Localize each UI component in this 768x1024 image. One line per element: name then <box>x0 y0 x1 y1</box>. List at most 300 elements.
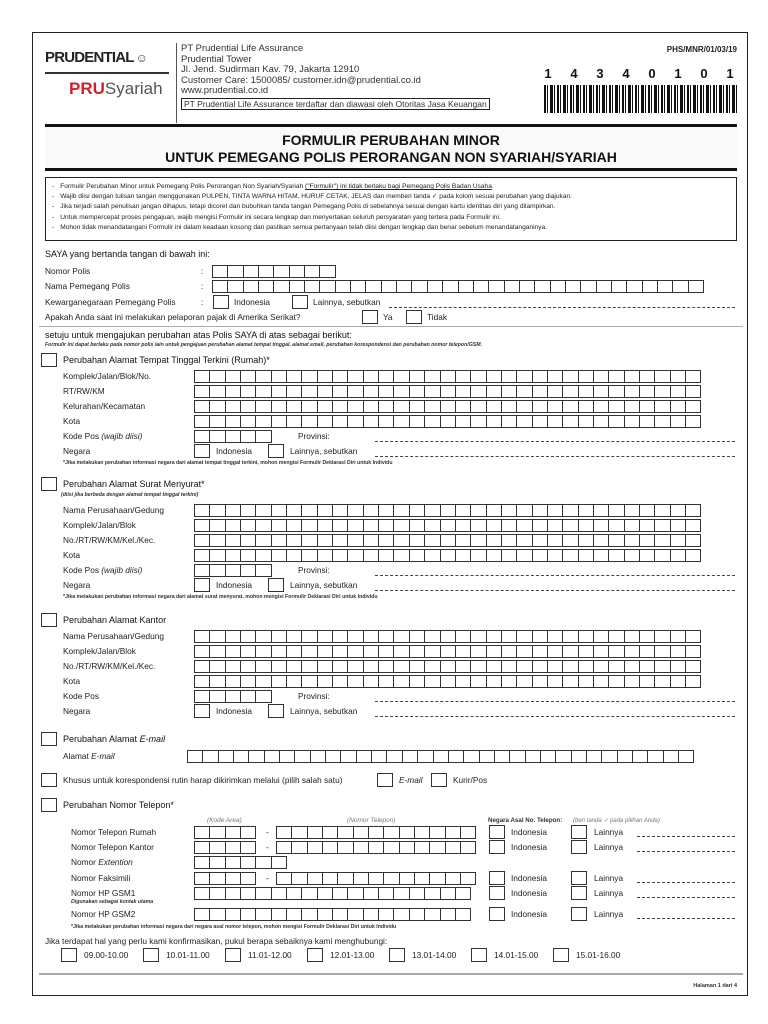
office-phone-number-input[interactable] <box>276 841 475 854</box>
letter-box[interactable] <box>317 630 333 643</box>
letter-box[interactable] <box>209 385 225 398</box>
letter-box[interactable] <box>291 841 307 854</box>
letter-box[interactable] <box>593 519 609 532</box>
time-slot[interactable] <box>143 948 225 962</box>
letter-box[interactable] <box>340 750 356 763</box>
letter-box[interactable] <box>624 660 640 673</box>
letter-box[interactable] <box>409 519 425 532</box>
letter-box[interactable] <box>304 280 320 293</box>
letter-box[interactable] <box>639 675 655 688</box>
letter-box[interactable] <box>304 265 320 278</box>
home-postcode-input[interactable] <box>194 430 271 443</box>
letter-box[interactable] <box>470 534 486 547</box>
letter-box[interactable] <box>194 690 210 703</box>
letter-box[interactable] <box>424 630 440 643</box>
letter-box[interactable] <box>317 549 333 562</box>
letter-box[interactable] <box>516 645 532 658</box>
letter-box[interactable] <box>286 675 302 688</box>
letter-box[interactable] <box>240 534 256 547</box>
letter-box[interactable] <box>501 534 517 547</box>
letter-box[interactable] <box>378 400 394 413</box>
letter-box[interactable] <box>688 280 704 293</box>
letter-box[interactable] <box>255 564 271 577</box>
letter-box[interactable] <box>593 415 609 428</box>
letter-box[interactable] <box>225 690 241 703</box>
letter-box[interactable] <box>347 534 363 547</box>
letter-box[interactable] <box>363 645 379 658</box>
letter-box[interactable] <box>409 504 425 517</box>
letter-box[interactable] <box>225 630 241 643</box>
letter-box[interactable] <box>562 370 578 383</box>
letter-box[interactable] <box>532 385 548 398</box>
letter-box[interactable] <box>255 630 271 643</box>
letter-box[interactable] <box>657 280 673 293</box>
letter-box[interactable] <box>424 549 440 562</box>
letter-box[interactable] <box>301 660 317 673</box>
letter-box[interactable] <box>685 675 701 688</box>
letter-box[interactable] <box>347 675 363 688</box>
home-rtrw-input[interactable] <box>194 385 700 398</box>
letter-box[interactable] <box>550 280 566 293</box>
letter-box[interactable] <box>409 415 425 428</box>
letter-box[interactable] <box>486 549 502 562</box>
letter-box[interactable] <box>317 887 333 900</box>
letter-box[interactable] <box>442 280 458 293</box>
letter-box[interactable] <box>240 826 256 839</box>
letter-box[interactable] <box>194 519 210 532</box>
letter-box[interactable] <box>440 549 456 562</box>
letter-box[interactable] <box>378 675 394 688</box>
letter-box[interactable] <box>562 630 578 643</box>
letter-box[interactable] <box>286 630 302 643</box>
letter-box[interactable] <box>194 887 210 900</box>
letter-box[interactable] <box>209 645 225 658</box>
letter-box[interactable] <box>654 549 670 562</box>
letter-box[interactable] <box>240 675 256 688</box>
letter-box[interactable] <box>440 630 456 643</box>
letter-box[interactable] <box>332 549 348 562</box>
email-change-checkbox[interactable] <box>41 732 57 746</box>
letter-box[interactable] <box>307 841 323 854</box>
letter-box[interactable] <box>685 519 701 532</box>
letter-box[interactable] <box>233 750 249 763</box>
letter-box[interactable] <box>516 534 532 547</box>
letter-box[interactable] <box>194 549 210 562</box>
letter-box[interactable] <box>194 841 210 854</box>
letter-box[interactable] <box>440 887 456 900</box>
letter-box[interactable] <box>417 750 433 763</box>
letter-box[interactable] <box>209 660 225 673</box>
letter-box[interactable] <box>243 280 259 293</box>
letter-box[interactable] <box>593 630 609 643</box>
letter-box[interactable] <box>317 519 333 532</box>
letter-box[interactable] <box>393 549 409 562</box>
us-tax-no-checkbox[interactable] <box>406 310 422 324</box>
letter-box[interactable] <box>532 645 548 658</box>
letter-box[interactable] <box>286 415 302 428</box>
letter-box[interactable] <box>639 549 655 562</box>
letter-box[interactable] <box>225 908 241 921</box>
letter-box[interactable] <box>504 280 520 293</box>
letter-box[interactable] <box>414 826 430 839</box>
letter-box[interactable] <box>368 826 384 839</box>
letter-box[interactable] <box>486 630 502 643</box>
letter-box[interactable] <box>532 630 548 643</box>
letter-box[interactable] <box>562 519 578 532</box>
letter-box[interactable] <box>578 549 594 562</box>
letter-box[interactable] <box>317 385 333 398</box>
letter-box[interactable] <box>670 534 686 547</box>
policy-number-input[interactable] <box>212 265 335 278</box>
letter-box[interactable] <box>347 549 363 562</box>
letter-box[interactable] <box>685 385 701 398</box>
letter-box[interactable] <box>368 872 384 885</box>
letter-box[interactable] <box>479 750 495 763</box>
letter-box[interactable] <box>685 370 701 383</box>
letter-box[interactable] <box>608 519 624 532</box>
letter-box[interactable] <box>383 872 399 885</box>
mail-country-other-checkbox[interactable] <box>268 578 284 592</box>
letter-box[interactable] <box>286 385 302 398</box>
letter-box[interactable] <box>593 385 609 398</box>
letter-box[interactable] <box>240 430 256 443</box>
letter-box[interactable] <box>562 385 578 398</box>
letter-box[interactable] <box>393 908 409 921</box>
letter-box[interactable] <box>225 534 241 547</box>
letter-box[interactable] <box>294 750 310 763</box>
letter-box[interactable] <box>455 400 471 413</box>
letter-box[interactable] <box>194 430 210 443</box>
letter-box[interactable] <box>194 630 210 643</box>
letter-box[interactable] <box>424 887 440 900</box>
letter-box[interactable] <box>240 385 256 398</box>
letter-box[interactable] <box>608 549 624 562</box>
letter-box[interactable] <box>402 750 418 763</box>
letter-box[interactable] <box>501 549 517 562</box>
letter-box[interactable] <box>670 630 686 643</box>
letter-box[interactable] <box>347 887 363 900</box>
letter-box[interactable] <box>516 504 532 517</box>
mail-rtrw-input[interactable] <box>194 534 700 547</box>
letter-box[interactable] <box>571 750 587 763</box>
letter-box[interactable] <box>455 908 471 921</box>
office-phone-other-input[interactable] <box>637 851 735 852</box>
letter-box[interactable] <box>286 400 302 413</box>
letter-box[interactable] <box>532 534 548 547</box>
letter-box[interactable] <box>411 280 427 293</box>
letter-box[interactable] <box>271 519 287 532</box>
letter-box[interactable] <box>578 630 594 643</box>
letter-box[interactable] <box>562 549 578 562</box>
gsm1-input[interactable] <box>194 887 470 900</box>
letter-box[interactable] <box>532 370 548 383</box>
letter-box[interactable] <box>565 280 581 293</box>
letter-box[interactable] <box>187 750 203 763</box>
letter-box[interactable] <box>562 660 578 673</box>
letter-box[interactable] <box>332 415 348 428</box>
letter-box[interactable] <box>317 534 333 547</box>
letter-box[interactable] <box>463 750 479 763</box>
letter-box[interactable] <box>212 280 228 293</box>
letter-box[interactable] <box>286 504 302 517</box>
letter-box[interactable] <box>624 630 640 643</box>
letter-box[interactable] <box>212 265 228 278</box>
letter-box[interactable] <box>399 841 415 854</box>
letter-box[interactable] <box>332 519 348 532</box>
letter-box[interactable] <box>301 519 317 532</box>
letter-box[interactable] <box>225 564 241 577</box>
letter-box[interactable] <box>532 415 548 428</box>
letter-box[interactable] <box>685 534 701 547</box>
home-district-input[interactable] <box>194 400 700 413</box>
letter-box[interactable] <box>409 887 425 900</box>
letter-box[interactable] <box>378 660 394 673</box>
letter-box[interactable] <box>424 504 440 517</box>
letter-box[interactable] <box>255 645 271 658</box>
letter-box[interactable] <box>593 675 609 688</box>
letter-box[interactable] <box>647 750 663 763</box>
letter-box[interactable] <box>578 385 594 398</box>
letter-box[interactable] <box>225 660 241 673</box>
letter-box[interactable] <box>455 549 471 562</box>
extension-input[interactable] <box>194 856 286 869</box>
home-phone-number-input[interactable] <box>276 826 475 839</box>
mail-company-input[interactable] <box>194 504 700 517</box>
letter-box[interactable] <box>310 750 326 763</box>
letter-box[interactable] <box>322 872 338 885</box>
letter-box[interactable] <box>516 630 532 643</box>
letter-box[interactable] <box>255 430 271 443</box>
letter-box[interactable] <box>654 415 670 428</box>
letter-box[interactable] <box>532 519 548 532</box>
citizenship-other-input[interactable] <box>389 307 735 308</box>
letter-box[interactable] <box>409 908 425 921</box>
letter-box[interactable] <box>273 280 289 293</box>
letter-box[interactable] <box>458 280 474 293</box>
letter-box[interactable] <box>486 534 502 547</box>
letter-box[interactable] <box>624 549 640 562</box>
fax-number-input[interactable] <box>276 872 475 885</box>
home-province-input[interactable] <box>375 441 735 442</box>
fax-indonesia-checkbox[interactable] <box>489 871 505 885</box>
letter-box[interactable] <box>654 645 670 658</box>
letter-box[interactable] <box>332 385 348 398</box>
letter-box[interactable] <box>378 908 394 921</box>
letter-box[interactable] <box>209 400 225 413</box>
letter-box[interactable] <box>393 400 409 413</box>
letter-box[interactable] <box>494 750 510 763</box>
letter-box[interactable] <box>271 549 287 562</box>
letter-box[interactable] <box>255 908 271 921</box>
letter-box[interactable] <box>409 645 425 658</box>
letter-box[interactable] <box>593 549 609 562</box>
letter-box[interactable] <box>356 750 372 763</box>
letter-box[interactable] <box>350 280 366 293</box>
letter-box[interactable] <box>271 400 287 413</box>
letter-box[interactable] <box>486 385 502 398</box>
letter-box[interactable] <box>547 415 563 428</box>
office-country-other-input[interactable] <box>375 716 735 717</box>
letter-box[interactable] <box>440 660 456 673</box>
gsm2-other-input[interactable] <box>637 918 735 919</box>
letter-box[interactable] <box>578 519 594 532</box>
letter-box[interactable] <box>194 856 210 869</box>
letter-box[interactable] <box>317 645 333 658</box>
letter-box[interactable] <box>209 908 225 921</box>
letter-box[interactable] <box>332 370 348 383</box>
letter-box[interactable] <box>547 549 563 562</box>
letter-box[interactable] <box>608 660 624 673</box>
letter-box[interactable] <box>202 750 218 763</box>
office-phone-indonesia-checkbox[interactable] <box>489 840 505 854</box>
letter-box[interactable] <box>639 630 655 643</box>
time-slot[interactable] <box>307 948 389 962</box>
letter-box[interactable] <box>335 280 351 293</box>
home-phone-indonesia-checkbox[interactable] <box>489 825 505 839</box>
letter-box[interactable] <box>670 660 686 673</box>
letter-box[interactable] <box>455 519 471 532</box>
letter-box[interactable] <box>378 385 394 398</box>
letter-box[interactable] <box>440 645 456 658</box>
letter-box[interactable] <box>578 370 594 383</box>
letter-box[interactable] <box>672 280 688 293</box>
letter-box[interactable] <box>225 872 241 885</box>
letter-box[interactable] <box>255 400 271 413</box>
time-slot[interactable] <box>61 948 143 962</box>
letter-box[interactable] <box>608 370 624 383</box>
letter-box[interactable] <box>486 645 502 658</box>
letter-box[interactable] <box>639 370 655 383</box>
letter-box[interactable] <box>608 645 624 658</box>
letter-box[interactable] <box>258 265 274 278</box>
letter-box[interactable] <box>248 750 264 763</box>
letter-box[interactable] <box>547 675 563 688</box>
letter-box[interactable] <box>240 856 256 869</box>
letter-box[interactable] <box>501 504 517 517</box>
letter-box[interactable] <box>393 370 409 383</box>
letter-box[interactable] <box>516 400 532 413</box>
letter-box[interactable] <box>317 400 333 413</box>
letter-box[interactable] <box>409 400 425 413</box>
letter-box[interactable] <box>654 370 670 383</box>
letter-box[interactable] <box>433 750 449 763</box>
letter-box[interactable] <box>532 400 548 413</box>
letter-box[interactable] <box>525 750 541 763</box>
office-company-input[interactable] <box>194 630 700 643</box>
letter-box[interactable] <box>363 660 379 673</box>
letter-box[interactable] <box>547 645 563 658</box>
letter-box[interactable] <box>440 675 456 688</box>
letter-box[interactable] <box>670 370 686 383</box>
letter-box[interactable] <box>194 564 210 577</box>
letter-box[interactable] <box>670 400 686 413</box>
letter-box[interactable] <box>678 750 694 763</box>
letter-box[interactable] <box>460 826 476 839</box>
letter-box[interactable] <box>501 660 517 673</box>
letter-box[interactable] <box>240 690 256 703</box>
gsm2-other-checkbox[interactable] <box>571 907 587 921</box>
letter-box[interactable] <box>319 280 335 293</box>
letter-box[interactable] <box>271 645 287 658</box>
letter-box[interactable] <box>534 280 550 293</box>
us-tax-yes-checkbox[interactable] <box>362 310 378 324</box>
letter-box[interactable] <box>593 400 609 413</box>
letter-box[interactable] <box>225 519 241 532</box>
letter-box[interactable] <box>460 872 476 885</box>
home-address-change-checkbox[interactable] <box>41 353 57 367</box>
letter-box[interactable] <box>593 504 609 517</box>
letter-box[interactable] <box>516 549 532 562</box>
letter-box[interactable] <box>460 841 476 854</box>
letter-box[interactable] <box>624 675 640 688</box>
letter-box[interactable] <box>286 519 302 532</box>
letter-box[interactable] <box>209 430 225 443</box>
letter-box[interactable] <box>624 400 640 413</box>
letter-box[interactable] <box>363 519 379 532</box>
letter-box[interactable] <box>301 385 317 398</box>
letter-box[interactable] <box>332 887 348 900</box>
letter-box[interactable] <box>547 534 563 547</box>
letter-box[interactable] <box>486 370 502 383</box>
letter-box[interactable] <box>218 750 234 763</box>
letter-box[interactable] <box>470 385 486 398</box>
letter-box[interactable] <box>194 872 210 885</box>
letter-box[interactable] <box>578 675 594 688</box>
letter-box[interactable] <box>332 400 348 413</box>
letter-box[interactable] <box>286 370 302 383</box>
mail-country-other-input[interactable] <box>375 590 735 591</box>
letter-box[interactable] <box>378 645 394 658</box>
letter-box[interactable] <box>424 645 440 658</box>
letter-box[interactable] <box>393 415 409 428</box>
letter-box[interactable] <box>301 645 317 658</box>
office-country-indonesia-checkbox[interactable] <box>194 704 210 718</box>
letter-box[interactable] <box>617 750 633 763</box>
letter-box[interactable] <box>332 660 348 673</box>
holder-name-input[interactable] <box>212 280 703 293</box>
letter-box[interactable] <box>363 887 379 900</box>
letter-box[interactable] <box>353 872 369 885</box>
letter-box[interactable] <box>286 549 302 562</box>
letter-box[interactable] <box>383 841 399 854</box>
letter-box[interactable] <box>271 660 287 673</box>
letter-box[interactable] <box>225 645 241 658</box>
gsm1-other-checkbox[interactable] <box>571 886 587 900</box>
letter-box[interactable] <box>501 645 517 658</box>
letter-box[interactable] <box>393 504 409 517</box>
letter-box[interactable] <box>286 534 302 547</box>
letter-box[interactable] <box>209 534 225 547</box>
letter-box[interactable] <box>255 504 271 517</box>
letter-box[interactable] <box>501 519 517 532</box>
office-postcode-input[interactable] <box>194 690 271 703</box>
letter-box[interactable] <box>440 534 456 547</box>
letter-box[interactable] <box>486 675 502 688</box>
letter-box[interactable] <box>209 564 225 577</box>
letter-box[interactable] <box>670 504 686 517</box>
letter-box[interactable] <box>639 645 655 658</box>
letter-box[interactable] <box>593 370 609 383</box>
letter-box[interactable] <box>255 385 271 398</box>
letter-box[interactable] <box>611 280 627 293</box>
letter-box[interactable] <box>654 385 670 398</box>
letter-box[interactable] <box>516 370 532 383</box>
letter-box[interactable] <box>654 534 670 547</box>
letter-box[interactable] <box>473 280 489 293</box>
letter-box[interactable] <box>414 872 430 885</box>
letter-box[interactable] <box>286 645 302 658</box>
citizenship-indonesia-checkbox[interactable] <box>213 295 229 309</box>
